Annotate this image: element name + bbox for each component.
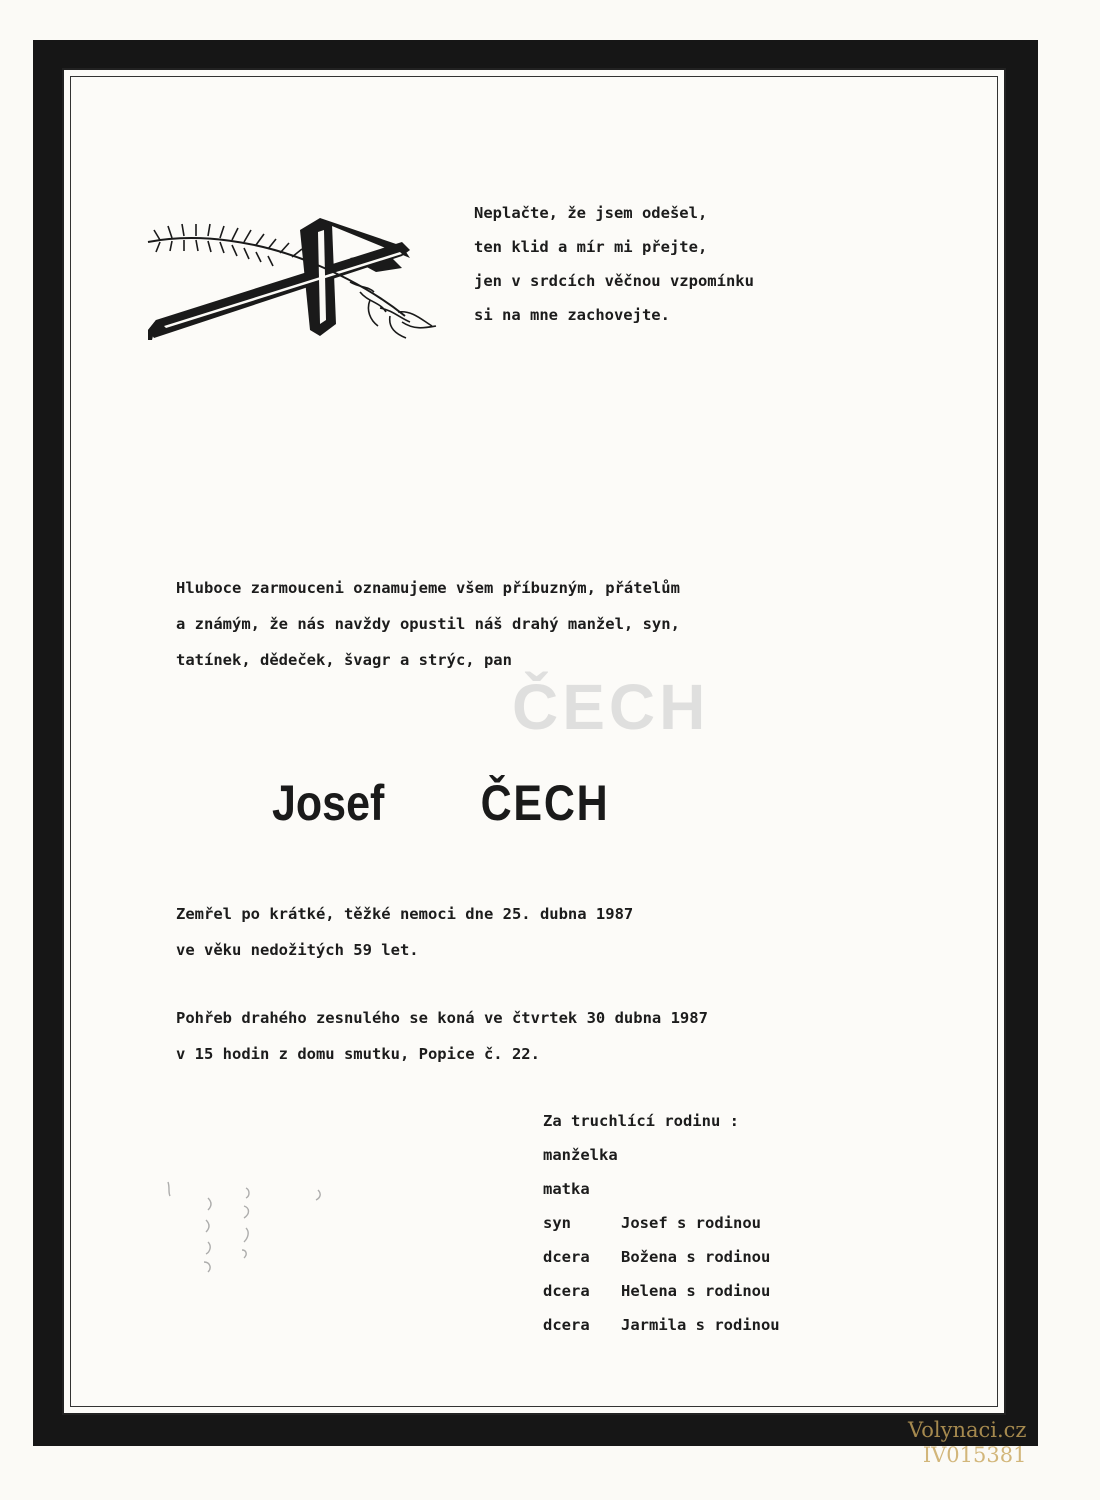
funeral-line: Pohřeb drahého zesnulého se koná ve čtvrtek 30 dubna 1987 xyxy=(176,1009,708,1027)
first-name: Josef xyxy=(272,775,385,831)
family-member-name: Božena s rodinou xyxy=(621,1248,771,1266)
family-heading: Za truchlící rodinu : xyxy=(543,1112,739,1130)
poem-line: si na mne zachovejte. xyxy=(474,306,670,324)
family-relation: dcera xyxy=(543,1248,590,1266)
cross-with-palm-icon xyxy=(140,212,445,352)
mourning-family-list xyxy=(543,1104,780,1342)
death-line: ve věku nedožitých 59 let. xyxy=(176,941,419,959)
announcement-paragraph xyxy=(176,570,680,678)
pencil-marks xyxy=(160,1180,340,1310)
watermark-id: IV015381 xyxy=(922,1443,1027,1467)
family-relation: dcera xyxy=(543,1316,590,1334)
announcement-line: Hluboce zarmouceni oznamujeme všem příbuzným, přátelům xyxy=(176,579,680,597)
list-item xyxy=(543,1240,780,1274)
funeral-details xyxy=(176,1000,708,1072)
poem-line: Neplačte, že jsem odešel, xyxy=(474,204,708,222)
memorial-poem xyxy=(474,196,754,332)
list-item xyxy=(543,1172,780,1206)
poem-line: jen v srdcích věčnou vzpomínku xyxy=(474,272,754,290)
family-member-name: Jarmila s rodinou xyxy=(621,1316,780,1334)
list-item xyxy=(543,1274,780,1308)
faded-ghost-text: ČECH xyxy=(512,671,710,743)
poem-line: ten klid a mír mi přejte, xyxy=(474,238,708,256)
list-item xyxy=(543,1138,780,1172)
funeral-line: v 15 hodin z domu smutku, Popice č. 22. xyxy=(176,1045,540,1063)
family-relation: syn xyxy=(543,1214,571,1232)
death-details xyxy=(176,896,633,968)
death-line: Zemřel po krátké, těžké nemoci dne 25. dubna 1987 xyxy=(176,905,634,923)
family-member-name: Josef s rodinou xyxy=(621,1214,761,1232)
watermark-site: Volynaci.cz xyxy=(908,1418,1027,1442)
list-item xyxy=(543,1308,780,1342)
deceased-name xyxy=(272,774,609,832)
archive-watermark xyxy=(908,1418,1026,1468)
announcement-line: tatínek, dědeček, švagr a strýc, pan xyxy=(176,651,512,669)
surname: ČECH xyxy=(480,775,610,831)
list-item xyxy=(543,1206,780,1240)
family-relation: dcera xyxy=(543,1282,590,1300)
family-member-name: Helena s rodinou xyxy=(621,1282,771,1300)
family-relation: matka xyxy=(543,1180,590,1198)
family-relation: manželka xyxy=(543,1146,618,1164)
announcement-line: a známým, že nás navždy opustil náš drahý manžel, syn, xyxy=(176,615,680,633)
